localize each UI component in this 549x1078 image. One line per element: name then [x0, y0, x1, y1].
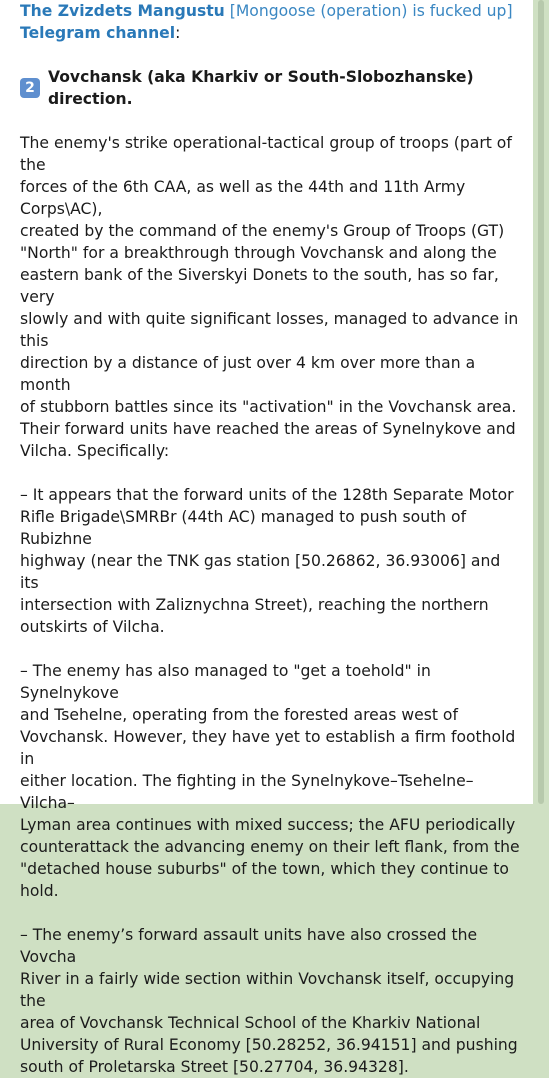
channel-name-link[interactable]: The Zvizdets Mangustu [20, 2, 225, 20]
paragraph-synelnykove: – The enemy has also managed to "get a toehold" in Synelnykove and Tsehelne, operating from the forested areas west of Vovchansk. However, they have yet to establish a firm foothold in either location. The fighting in the Synelnykove–Tsehelne–Vilcha– Lyman area continues with mixed success; the AFU periodically counterattack the advancing enemy on their left flank, from the "detached house suburbs" of the town, which they continue to hold. [20, 662, 520, 900]
message-header [20, 0, 523, 44]
mongoose-link[interactable]: Mongoose [235, 2, 316, 20]
paren-close: ) [401, 2, 408, 20]
telegram-channel-link[interactable]: Telegram channel [20, 24, 176, 42]
paren-open: ( [315, 2, 327, 20]
section-heading-text: Vovchansk (aka Kharkiv or South-Slobozhanske) direction. [48, 68, 474, 108]
header-colon: : [175, 24, 181, 42]
paragraph-intro: The enemy's strike operational-tactical group of troops (part of the forces of the 6th CAA, as well as the 44th and 11th Army Corps\AC), created by the command of the enemy's Group of Troops (GT) "North" for a breakthrough through Vovchansk and along the eastern bank of the Siverskyi Donets to the south, has so far, very slowly and with quite significant losses, managed to advance in this direction by a distance of just over 4 km over more than a month of stubborn battles since its "activation" in the Vovchansk area. Their forward units have reached the areas of Synelnykove and Vilcha. Specifically: [20, 134, 519, 460]
scrollbar-track[interactable] [533, 0, 549, 804]
fucked-up-text: is fucked up] [407, 2, 513, 20]
paragraph-vovcha-river: – The enemy’s forward assault units have also crossed the Vovcha River in a fairly wide section within Vovchansk itself, occupying the area of Vovchansk Technical School of the Kharkiv National University of Rural Economy [50.28252, 36.94151] and pushing south of Proletarska Street [50.27704, 36.94328]. [20, 926, 518, 1076]
section-heading [20, 66, 523, 110]
keycap-number-icon: 2 [20, 78, 40, 98]
scrollbar-thumb[interactable] [538, 0, 544, 804]
operation-link[interactable]: operation [326, 2, 402, 20]
paragraph-rubizhne: – It appears that the forward units of the 128th Separate Motor Rifle Brigade\SMRBr (44th AC) managed to push south of Rubizhne highway (near the TNK gas station [50.26862, 36.93006] and its intersection with Zaliznychna Street), reaching the northern outskirts of Vilcha. [20, 486, 514, 636]
bracket-open: [ [224, 2, 236, 20]
